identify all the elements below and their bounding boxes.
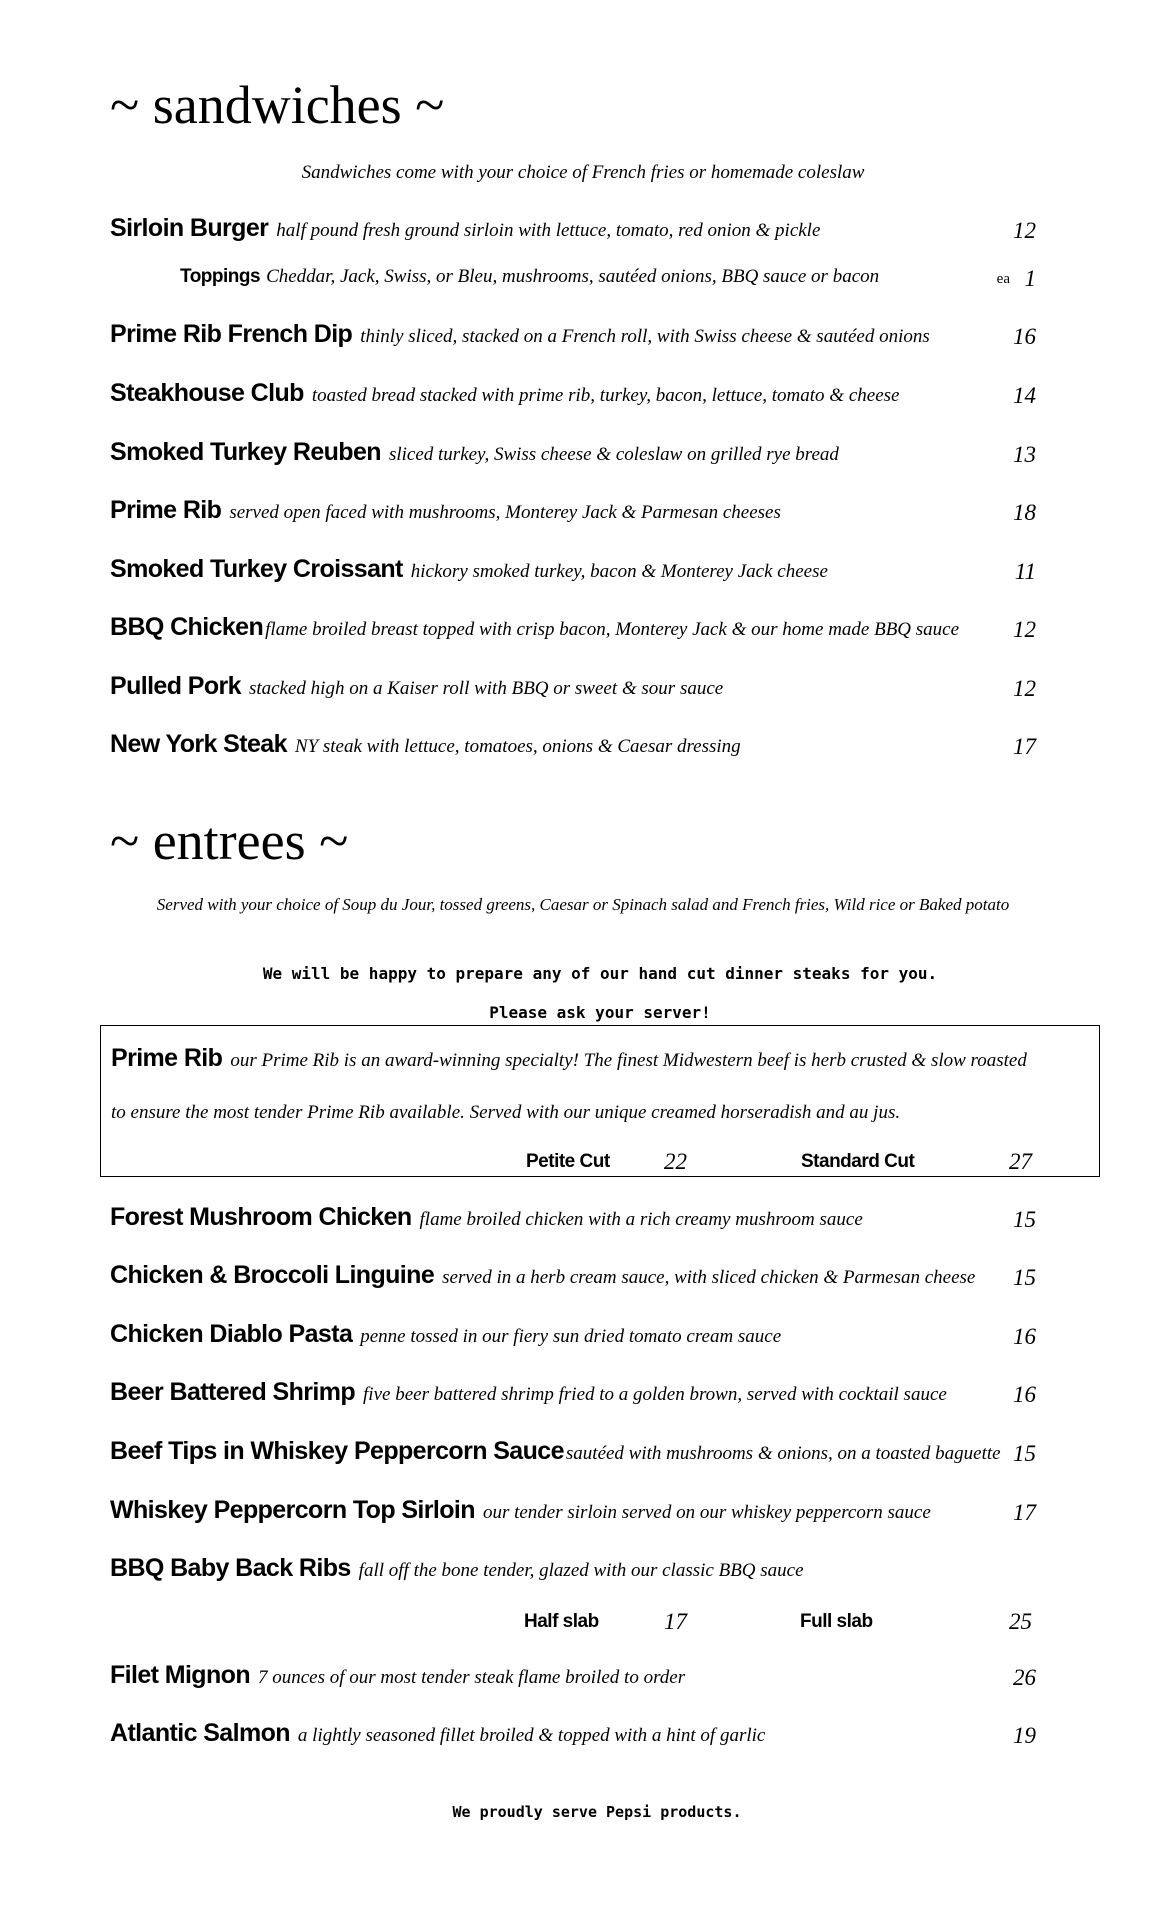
option-label: Half slab <box>524 1611 599 1632</box>
item-description: five beer battered shrimp fried to a golden brown, served with cocktail sauce <box>363 1384 947 1405</box>
menu-item <box>110 379 1036 419</box>
menu-item <box>110 1554 1036 1594</box>
item-description: stacked high on a Kaiser roll with BBQ or sweet & sour sauce <box>248 678 724 699</box>
item-name: BBQ Baby Back Ribs <box>110 1554 351 1582</box>
item-name: Atlantic Salmon <box>110 1719 290 1747</box>
option-price: 22 <box>664 1149 687 1174</box>
menu-item <box>110 1320 1036 1360</box>
option-price: 25 <box>1009 1609 1032 1634</box>
ask-server-notice: Please ask your server! <box>489 1003 711 1022</box>
item-price: 15 <box>1013 1265 1036 1290</box>
item-name: Smoked Turkey Reuben <box>110 438 381 466</box>
item-price: 15 <box>1013 1207 1036 1232</box>
item-name: Pulled Pork <box>110 672 241 700</box>
option-price: 27 <box>1009 1149 1032 1174</box>
item-description: served open faced with mushrooms, Monterey Jack & Parmesan cheeses <box>229 502 781 523</box>
item-description: fall off the bone tender, glazed with our classic BBQ sauce <box>358 1560 804 1581</box>
option-label: Petite Cut <box>526 1151 610 1172</box>
item-description: our Prime Rib is an award-winning specialty! The finest Midwestern beef is herb crusted & slow roasted <box>230 1050 1027 1071</box>
item-description: our tender sirloin served on our whiskey peppercorn sauce <box>482 1502 931 1523</box>
menu-item <box>110 1261 1036 1301</box>
item-price: 12 <box>1013 676 1036 701</box>
item-price: 15 <box>1013 1441 1036 1466</box>
item-name: Beer Battered Shrimp <box>110 1378 356 1406</box>
item-price: 16 <box>1013 324 1036 349</box>
toppings-price: 1 <box>1024 266 1036 291</box>
item-name: Whiskey Peppercorn Top Sirloin <box>110 1496 475 1524</box>
item-name: Smoked Turkey Croissant <box>110 555 403 583</box>
item-price: 16 <box>1013 1324 1036 1349</box>
item-name: Sirloin Burger <box>110 214 269 242</box>
item-name: Prime Rib <box>111 1044 223 1072</box>
item-description: flame broiled chicken with a rich creamy mushroom sauce <box>419 1209 863 1230</box>
toppings-unit: ea <box>996 271 1010 287</box>
item-description: served in a herb cream sauce, with sliced chicken & Parmesan cheese <box>442 1267 976 1288</box>
item-name: New York Steak <box>110 730 287 758</box>
item-price: 16 <box>1013 1382 1036 1407</box>
item-description: sliced turkey, Swiss cheese & coleslaw on grilled rye bread <box>388 444 839 465</box>
item-name: Beef Tips in Whiskey Peppercorn Sauce <box>110 1437 564 1465</box>
item-description: toasted bread stacked with prime rib, turkey, bacon, lettuce, tomato & cheese <box>311 385 900 406</box>
option-price: 17 <box>664 1609 687 1634</box>
item-price: 11 <box>1014 559 1036 584</box>
menu-item <box>110 613 1036 653</box>
item-price: 12 <box>1013 218 1036 243</box>
item-name: Prime Rib French Dip <box>110 320 353 348</box>
menu-item <box>110 1719 1036 1759</box>
menu-item <box>110 438 1036 478</box>
item-description-continued: to ensure the most tender Prime Rib available. Served with our unique creamed horseradish and au jus. <box>111 1102 901 1123</box>
item-description: half pound fresh ground sirloin with lettuce, tomato, red onion & pickle <box>276 220 821 241</box>
toppings-description: Cheddar, Jack, Swiss, or Bleu, mushrooms, sautéed onions, BBQ sauce or bacon <box>266 266 880 287</box>
menu-item <box>110 496 1036 536</box>
item-description: sautéed with mushrooms & onions, on a toasted baguette <box>565 1443 1001 1464</box>
item-name: Chicken & Broccoli Linguine <box>110 1261 435 1289</box>
item-description: thinly sliced, stacked on a French roll, with Swiss cheese & sautéed onions <box>360 326 930 347</box>
item-description: 7 ounces of our most tender steak flame broiled to order <box>258 1667 686 1688</box>
steak-notice: We will be happy to prepare any of our hand cut dinner steaks for you. <box>262 964 938 983</box>
item-description: a lightly seasoned fillet broiled & topped with a hint of garlic <box>297 1725 766 1746</box>
item-description: NY steak with lettuce, tomatoes, onions & Caesar dressing <box>294 736 741 757</box>
entrees-heading: ~ entrees ~ <box>110 811 349 871</box>
item-price: 19 <box>1013 1723 1036 1748</box>
item-name: Forest Mushroom Chicken <box>110 1203 412 1231</box>
menu-item <box>110 730 1036 770</box>
entrees-subtitle: Served with your choice of Soup du Jour, tossed greens, Caesar or Spinach salad and French fries, Wild rice or Baked potato <box>156 895 1010 914</box>
item-price: 14 <box>1013 383 1036 408</box>
menu-item <box>110 320 1036 360</box>
item-price: 17 <box>1013 734 1036 759</box>
menu-item <box>110 1496 1036 1536</box>
sandwiches-subtitle: Sandwiches come with your choice of French fries or homemade coleslaw <box>301 162 865 183</box>
toppings-label: Toppings <box>180 266 261 287</box>
menu-item <box>110 214 1036 254</box>
item-name: BBQ Chicken <box>110 613 264 641</box>
item-description: penne tossed in our fiery sun dried tomato cream sauce <box>360 1326 782 1347</box>
item-price: 26 <box>1013 1665 1036 1690</box>
item-description: hickory smoked turkey, bacon & Monterey Jack cheese <box>410 561 828 582</box>
option-label: Standard Cut <box>801 1151 915 1172</box>
pepsi-footer-note: We proudly serve Pepsi products. <box>452 1803 742 1821</box>
item-name: Filet Mignon <box>110 1661 250 1689</box>
menu-item <box>110 1437 1036 1477</box>
menu-item <box>110 1203 1036 1243</box>
item-name: Chicken Diablo Pasta <box>110 1320 353 1348</box>
item-name: Prime Rib <box>110 496 222 524</box>
item-price: 13 <box>1013 442 1036 467</box>
item-price: 17 <box>1013 1500 1036 1525</box>
menu-item <box>110 1378 1036 1418</box>
menu-item <box>110 1661 1036 1701</box>
toppings-row <box>180 266 1036 291</box>
item-name: Steakhouse Club <box>110 379 304 407</box>
menu-item <box>110 555 1036 595</box>
item-price: 12 <box>1013 617 1036 642</box>
menu-item <box>110 672 1036 712</box>
option-label: Full slab <box>800 1611 873 1632</box>
sandwiches-heading: ~ sandwiches ~ <box>110 75 445 135</box>
item-price: 18 <box>1013 500 1036 525</box>
item-description: flame broiled breast topped with crisp bacon, Monterey Jack & our home made BBQ sauce <box>265 619 960 640</box>
